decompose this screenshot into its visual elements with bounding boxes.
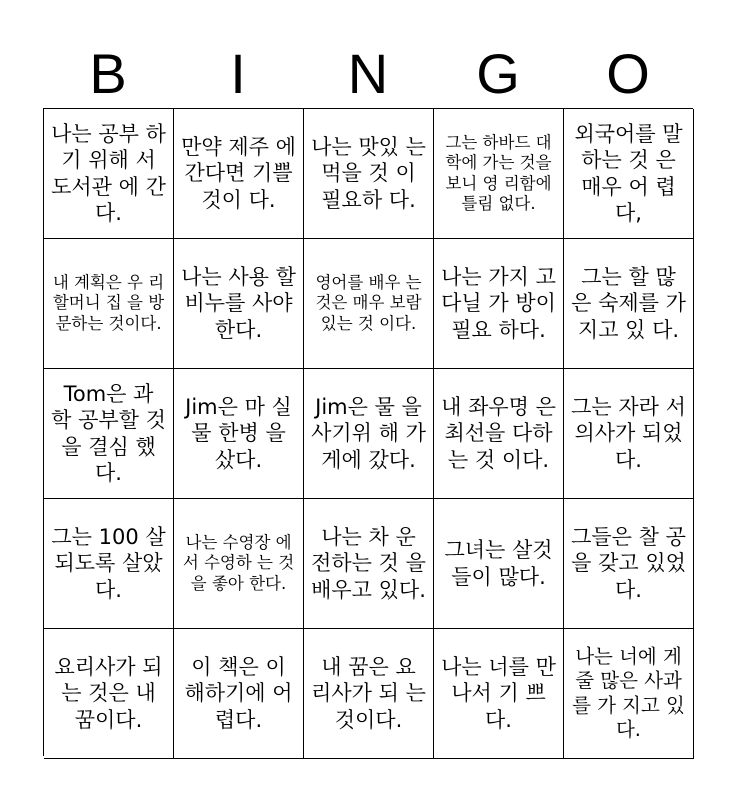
bingo-cell[interactable] xyxy=(304,239,434,369)
cell-text: 나는 맛있 는 먹을 것 이 필요하 다. xyxy=(311,135,426,212)
bingo-cell[interactable] xyxy=(434,369,564,499)
bingo-cell[interactable] xyxy=(44,629,174,759)
bingo-cell[interactable] xyxy=(434,499,564,629)
cell-text: 나는 너를 만나서 기 쁘다. xyxy=(441,655,556,732)
cell-text: 나는 수영장 에서 수영하 는 것을 좋아 한다. xyxy=(182,532,295,593)
bingo-cell[interactable] xyxy=(44,109,174,239)
bingo-cell[interactable] xyxy=(434,109,564,239)
bingo-cell[interactable] xyxy=(564,109,694,239)
cell-text: Jim은 마 실 물 한병 을 샀다. xyxy=(185,395,292,472)
cell-text: 나는 가지 고 다닐 가 방이 필요 하다. xyxy=(441,265,556,342)
cell-text: 그는 자라 서 의사가 되었다. xyxy=(571,395,686,472)
bingo-cell[interactable] xyxy=(304,369,434,499)
cell-text: 그녀는 살것들이 많다. xyxy=(444,538,553,589)
bingo-header xyxy=(43,40,693,108)
bingo-board xyxy=(43,108,693,756)
cell-text: Jim은 물 을 사기위 해 가게에 갔다. xyxy=(311,395,426,472)
bingo-cell[interactable] xyxy=(174,499,304,629)
bingo-cell[interactable] xyxy=(174,109,304,239)
bingo-cell[interactable] xyxy=(564,629,694,759)
cell-text: 이 책은 이 해하기에 어렵다. xyxy=(184,655,293,732)
bingo-cell[interactable] xyxy=(304,109,434,239)
header-letter-o: O xyxy=(606,42,650,105)
header-letter-n: N xyxy=(347,42,389,105)
cell-text: 요리사가 되는 것은 내 꿈이다. xyxy=(54,655,163,732)
bingo-cell[interactable] xyxy=(174,369,304,499)
cell-text: 나는 너에 게 줄 많은 사과를 가 지고 있다. xyxy=(572,645,685,741)
cell-text: 만약 제주 에 간다면 기쁠것이 다. xyxy=(181,135,296,212)
cell-text: 그들은 찰 공을 갖고 있었다. xyxy=(571,525,686,602)
bingo-cell[interactable] xyxy=(44,369,174,499)
cell-text: 나는 공부 하기 위해 서 도서관 에 간다. xyxy=(51,122,166,225)
cell-text: 영어를 배우 는 것은 매우 보람있는 것 이다. xyxy=(315,272,422,333)
cell-text: 내 꿈은 요 리사가 되 는 것이다. xyxy=(311,655,426,732)
bingo-cell[interactable] xyxy=(564,499,694,629)
bingo-cell[interactable] xyxy=(174,239,304,369)
bingo-cell[interactable] xyxy=(174,629,304,759)
bingo-cell[interactable] xyxy=(44,239,174,369)
bingo-cell[interactable] xyxy=(564,239,694,369)
cell-text: 외국어를 말하는 것 은 매우 어 렵다, xyxy=(574,122,683,225)
bingo-cell[interactable] xyxy=(304,499,434,629)
cell-text: 내 좌우명 은 최선을 다하는 것 이다. xyxy=(441,395,556,472)
cell-text: 나는 차 운 전하는 것 을 배우고 있다. xyxy=(311,525,426,602)
bingo-cell[interactable] xyxy=(304,629,434,759)
header-letter-i: I xyxy=(230,42,246,105)
cell-text: Tom은 과 학 공부할 것을 결심 했다. xyxy=(51,382,166,485)
bingo-cell[interactable] xyxy=(434,239,564,369)
header-letter-b: B xyxy=(89,42,127,105)
cell-text: 내 계획은 우 리 할머니 집 을 방문하는 것이다. xyxy=(52,272,165,333)
cell-text: 나는 사용 할 비누를 사야 한다. xyxy=(181,265,296,342)
bingo-cell[interactable] xyxy=(564,369,694,499)
cell-text: 그는 100 살 되도록 살았다. xyxy=(51,525,166,602)
cell-text: 그는 할 많 은 숙제를 가지고 있 다. xyxy=(571,265,686,342)
cell-text: 그는 하바드 대학에 가는 것을 보니 영 리함에 틀림 없다. xyxy=(445,132,552,213)
bingo-cell[interactable] xyxy=(44,499,174,629)
bingo-cell[interactable] xyxy=(434,629,564,759)
header-letter-g: G xyxy=(476,42,520,105)
